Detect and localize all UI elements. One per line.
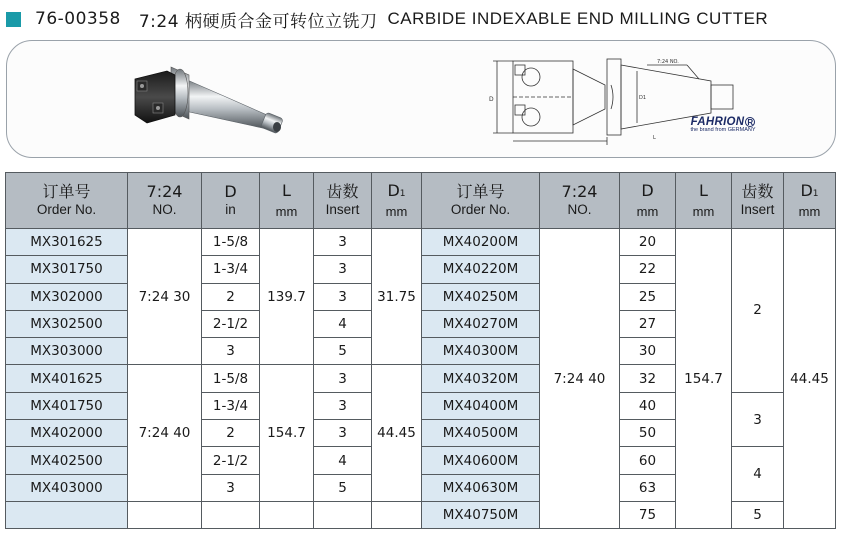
order-cell: MX40600M <box>422 447 540 474</box>
order-cell: MX40300M <box>422 338 540 365</box>
insert-cell: 5 <box>314 338 372 365</box>
insert-cell: 2 <box>732 229 784 393</box>
insert-cell: 5 <box>314 474 372 501</box>
d1-cell: 44.45 <box>784 229 836 529</box>
drawing-label-l: L <box>653 135 656 141</box>
title-square-icon <box>6 12 21 27</box>
d-cell: 2-1/2 <box>202 310 260 337</box>
spec-table <box>5 172 836 529</box>
header-d1: D1 mm <box>372 173 422 229</box>
d-cell: 1-5/8 <box>202 229 260 256</box>
d-cell: 50 <box>620 420 676 447</box>
order-cell: MX40320M <box>422 365 540 392</box>
product-code: 76-00358 <box>35 9 121 29</box>
order-cell: MX403000 <box>6 474 128 501</box>
order-cell: MX402500 <box>6 447 128 474</box>
empty-cell <box>202 501 260 528</box>
order-cell: MX40220M <box>422 256 540 283</box>
d-cell: 1-3/4 <box>202 256 260 283</box>
drawing-label-d1: D1 <box>639 95 647 101</box>
empty-cell <box>314 501 372 528</box>
d-cell: 27 <box>620 310 676 337</box>
d-cell: 2 <box>202 283 260 310</box>
d-cell: 1-5/8 <box>202 365 260 392</box>
insert-cell: 4 <box>732 447 784 502</box>
insert-cell: 3 <box>314 392 372 419</box>
d-cell: 63 <box>620 474 676 501</box>
l-cell: 154.7 <box>260 365 314 501</box>
header-order-right: 订单号 Order No. <box>422 173 540 229</box>
order-cell: MX40270M <box>422 310 540 337</box>
empty-cell <box>128 501 202 528</box>
taper-cell: 7:24 40 <box>540 229 620 529</box>
order-cell: MX40500M <box>422 420 540 447</box>
order-cell: MX40750M <box>422 501 540 528</box>
order-cell: MX40400M <box>422 392 540 419</box>
drawing-label-d: D <box>489 96 494 103</box>
taper-cell: 7:24 40 <box>128 365 202 501</box>
insert-cell: 3 <box>314 283 372 310</box>
order-cell: MX401750 <box>6 392 128 419</box>
order-cell: MX40200M <box>422 229 540 256</box>
l-cell: 139.7 <box>260 229 314 365</box>
d1-cell: 44.45 <box>372 365 422 501</box>
header-insert: 齿数 Insert <box>314 173 372 229</box>
order-cell: MX302000 <box>6 283 128 310</box>
header-l-right: L mm <box>676 173 732 229</box>
d-cell: 3 <box>202 338 260 365</box>
d-cell: 75 <box>620 501 676 528</box>
product-image-panel <box>6 40 836 158</box>
header-d1-right: D1 mm <box>784 173 836 229</box>
d-cell: 2 <box>202 420 260 447</box>
insert-cell: 4 <box>314 310 372 337</box>
order-cell: MX402000 <box>6 420 128 447</box>
table-row <box>6 229 836 256</box>
d-cell: 22 <box>620 256 676 283</box>
order-cell: MX301750 <box>6 256 128 283</box>
insert-cell: 3 <box>314 420 372 447</box>
header-order: 订单号 Order No. <box>6 173 128 229</box>
order-cell: MX40250M <box>422 283 540 310</box>
order-cell: MX40630M <box>422 474 540 501</box>
brand-tagline: the brand from GERMANY <box>690 127 756 133</box>
insert-cell: 5 <box>732 501 784 528</box>
title-english: CARBIDE INDEXABLE END MILLING CUTTER <box>387 9 769 28</box>
insert-cell: 4 <box>314 447 372 474</box>
header-taper-right: 7:24 NO. <box>540 173 620 229</box>
cutter-photo <box>127 45 297 155</box>
d1-cell: 31.75 <box>372 229 422 365</box>
empty-cell <box>260 501 314 528</box>
header-l: L mm <box>260 173 314 229</box>
brand-name: FAHRION <box>690 116 745 128</box>
header-d-right: D mm <box>620 173 676 229</box>
header-taper: 7:24 NO. <box>128 173 202 229</box>
d-cell: 2-1/2 <box>202 447 260 474</box>
d-cell: 3 <box>202 474 260 501</box>
d-cell: 32 <box>620 365 676 392</box>
drawing-label-taper: 7:24 NO. <box>657 59 679 65</box>
d-cell: 60 <box>620 447 676 474</box>
order-cell: MX301625 <box>6 229 128 256</box>
title-bar <box>6 6 856 32</box>
d-cell: 30 <box>620 338 676 365</box>
technical-drawing <box>487 55 757 147</box>
order-cell: MX401625 <box>6 365 128 392</box>
table-header-row <box>6 173 836 229</box>
insert-cell: 3 <box>314 365 372 392</box>
d-cell: 20 <box>620 229 676 256</box>
header-insert-right: 齿数 Insert <box>732 173 784 229</box>
l-cell: 154.7 <box>676 229 732 529</box>
insert-cell: 3 <box>732 392 784 447</box>
order-cell: MX303000 <box>6 338 128 365</box>
d-cell: 1-3/4 <box>202 392 260 419</box>
title-chinese: 7:24 柄硬质合金可转位立铣刀 <box>138 11 378 32</box>
registered-mark: R <box>747 117 754 127</box>
d-cell: 40 <box>620 392 676 419</box>
brand-logo <box>673 116 773 133</box>
order-cell: MX302500 <box>6 310 128 337</box>
d-cell: 25 <box>620 283 676 310</box>
insert-cell: 3 <box>314 256 372 283</box>
empty-cell <box>372 501 422 528</box>
insert-cell: 3 <box>314 229 372 256</box>
order-cell-empty <box>6 501 128 528</box>
taper-cell: 7:24 30 <box>128 229 202 365</box>
header-d: D in <box>202 173 260 229</box>
